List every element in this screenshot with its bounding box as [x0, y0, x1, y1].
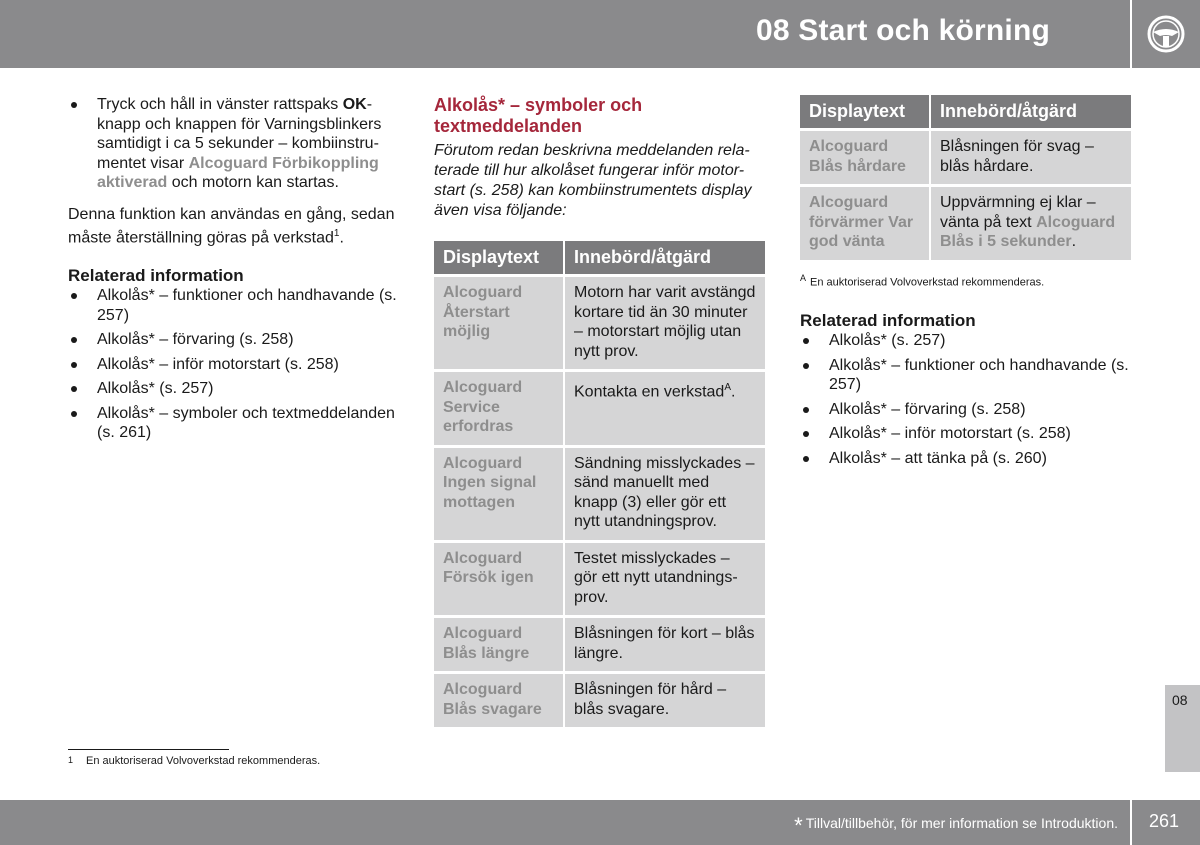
chapter-number: 08 [1172, 692, 1188, 708]
table-row [800, 187, 1131, 260]
display-text-cell: Alcoguard Service erfordras [434, 372, 565, 445]
display-text-cell: Alcoguard Blås längre [434, 618, 565, 671]
meaning-cell [931, 187, 1131, 260]
column-header-displaytext: Displaytext [434, 241, 565, 274]
table-row [434, 277, 765, 369]
page-footnote [68, 755, 320, 767]
intro-paragraph: Förutom redan beskrivna meddelanden rela-terade till hur alkolåset fungerar inför motor-start (s. 258) kan kombiinstrumentets display även visa följande: [434, 142, 752, 219]
related-link[interactable]: Alkolås* – symboler och textmeddelanden (s. 261) [68, 404, 403, 443]
table-header-row [434, 241, 765, 274]
display-text-cell: Alcoguard Blås svagare [434, 674, 565, 727]
footer-text: Tillval/tillbehör, för mer information se Introduktion. [805, 815, 1118, 831]
display-text-cell: Alcoguard Ingen signal mottagen [434, 448, 565, 540]
column-right [800, 95, 1130, 473]
table-footnote [800, 269, 1130, 293]
meaning-text: Uppvärmning ej klar – vänta på text [940, 194, 1096, 231]
chapter-icon-box [1132, 0, 1200, 68]
meaning-text: . [1071, 233, 1077, 250]
page-number-box [1132, 800, 1200, 845]
related-link[interactable]: Alkolås* – förvaring (s. 258) [800, 400, 1130, 420]
table-row [434, 543, 765, 616]
instruction-item [68, 95, 403, 193]
body-paragraph [68, 205, 403, 248]
paragraph-text: . [339, 229, 344, 247]
footnote-divider [68, 749, 229, 750]
meaning-cell: Sändning misslyckades – sänd manuellt med knapp (3) eller gör ett nytt utandningsprov. [565, 448, 765, 540]
instruction-text: Tryck och håll in vänster rattspaks [97, 96, 343, 113]
meaning-cell: Motorn har varit avstängd kortare tid än 30 minuter – motorstart möjlig utan nytt prov. [565, 277, 765, 369]
display-text-cell: Alcoguard Blås hårdare [800, 131, 931, 184]
meaning-cell: Blåsningen för kort – blås längre. [565, 618, 765, 671]
related-heading: Relaterad information [68, 265, 244, 285]
ok-key-label: OK [342, 96, 367, 113]
page-footer [0, 800, 1130, 845]
footnote-mark: A [800, 272, 807, 283]
instruction-text: och motorn kan startas. [167, 174, 339, 191]
related-link[interactable]: Alkolås* – förvaring (s. 258) [68, 330, 403, 350]
chapter-title: 08 Start och körning [755, 14, 1050, 47]
display-message-table [434, 238, 765, 730]
related-list [68, 286, 403, 443]
steering-wheel-icon [1146, 14, 1186, 54]
footnote-ref[interactable]: A [724, 382, 731, 393]
footnote-ref[interactable]: 1 [333, 228, 340, 239]
display-message: Alcoguard Blås i 5 sekunder [940, 213, 1116, 250]
footer-note [794, 813, 1118, 839]
display-message: Alcoguard Förbikoppling aktiverad [97, 154, 379, 191]
table-header-row [800, 95, 1131, 128]
column-middle [434, 95, 764, 730]
footnote-text: En auktoriserad Volvoverkstad rekommenderas. [86, 755, 321, 767]
meaning-text: Kontakta en verkstad [574, 383, 725, 401]
meaning-cell: Testet misslyckades – gör ett nytt utandnings-prov. [565, 543, 765, 616]
section-title: Alkolås* – symboler och textmeddelanden [434, 95, 643, 136]
related-link[interactable]: Alkolås* (s. 257) [800, 331, 1130, 351]
instruction-list [68, 95, 403, 193]
meaning-cell: Blåsningen för svag – blås hårdare. [931, 131, 1131, 184]
meaning-text: . [730, 383, 736, 401]
instruction-text: -knapp och knappen för Varningsblinkers samtidigt i ca 5 sekunder – kombiinstru-mentet visar [97, 96, 382, 172]
footnote-number: 1 [68, 755, 74, 765]
page-header [0, 0, 1130, 68]
page-number: 261 [1149, 811, 1180, 831]
related-list [800, 331, 1130, 468]
display-text-cell: Alcoguard förvärmer Var god vänta [800, 187, 931, 260]
column-left [68, 95, 403, 448]
related-link[interactable]: Alkolås* – inför motorstart (s. 258) [800, 424, 1130, 444]
meaning-cell [565, 372, 765, 445]
column-header-meaning: Innebörd/åtgärd [565, 241, 765, 274]
meaning-cell: Blåsningen för hård – blås svagare. [565, 674, 765, 727]
column-header-displaytext: Displaytext [800, 95, 931, 128]
display-text-cell: Alcoguard Återstart möjlig [434, 277, 565, 369]
column-header-meaning: Innebörd/åtgärd [931, 95, 1131, 128]
table-row [434, 448, 765, 540]
display-message-table-continued [800, 92, 1131, 263]
related-link[interactable]: Alkolås* – inför motorstart (s. 258) [68, 355, 403, 375]
table-row [434, 372, 765, 445]
display-text-cell: Alcoguard Försök igen [434, 543, 565, 616]
related-heading: Relaterad information [800, 310, 976, 330]
table-row [434, 618, 765, 671]
related-link[interactable]: Alkolås* – funktioner och handhavande (s. 257) [800, 356, 1130, 395]
paragraph-text: Denna funktion kan användas en gång, sedan måste återställning göras på verkstad [68, 205, 395, 247]
table-row [434, 674, 765, 727]
related-link[interactable]: Alkolås* – att tänka på (s. 260) [800, 449, 1130, 469]
footnote-text: En auktoriserad Volvoverkstad rekommenderas. [810, 276, 1045, 289]
chapter-side-tab[interactable] [1165, 685, 1200, 772]
asterisk-icon: * [794, 813, 803, 838]
related-link[interactable]: Alkolås* (s. 257) [68, 379, 403, 399]
table-row [800, 131, 1131, 184]
related-link[interactable]: Alkolås* – funktioner och handhavande (s. 257) [68, 286, 403, 325]
